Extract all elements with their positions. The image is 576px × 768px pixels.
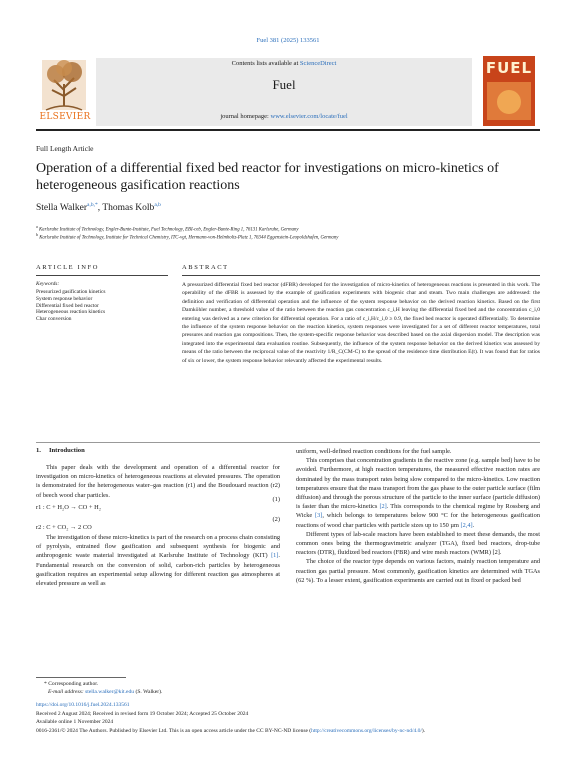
article-type: Full Length Article — [36, 144, 94, 153]
section-heading: 1. Introduction — [36, 447, 85, 454]
keyword: System response behavior — [36, 295, 93, 302]
keyword: Heterogeneous reaction kinetics — [36, 309, 106, 316]
keyword: Char conversion — [36, 316, 72, 323]
reference-link[interactable]: [1] — [271, 552, 279, 560]
keywords-label: Keywords: — [36, 281, 60, 287]
article-info-rule — [36, 275, 168, 276]
article-title: Operation of a differential fixed bed reactor for investigations on micro-kinetics of heterogeneous gasification reactions — [36, 161, 499, 193]
equation-number: (1) — [272, 496, 280, 503]
license-line: 0016-2361/© 2024 The Authors. Published by Elsevier Ltd. This is an open access article under the CC BY-NC-ND license (http://creativecommons.org/licenses/by-nc-nd/4.0/). — [36, 728, 426, 734]
cover-title: FUEL — [485, 59, 533, 77]
keywords-list — [36, 289, 105, 323]
homepage-link[interactable]: www.elsevier.com/locate/fuel — [270, 113, 348, 120]
journal-name: Fuel — [272, 77, 296, 92]
affiliation-b: $^b$ Karlsruhe Institute of Technology, Institute for Technical Chemistry, ITC-vgt, Hermann-von-Helmholtz-Platz 1, 76344 Eggenstein-Leopoldshafen, Germany — [36, 232, 339, 241]
online-date: Available online 1 November 2024 — [36, 719, 114, 725]
author-list: Stella Walker$^{a,b,*}$, Thomas Kolb$^{a,b}$ — [36, 202, 161, 214]
reference-link[interactable]: [2] — [379, 503, 387, 511]
email-link[interactable]: stella.walker@kit.edu — [85, 689, 135, 695]
doi-link: https://doi.org/10.1016/j.fuel.2024.133561 — [36, 702, 130, 708]
sciencedirect-link[interactable]: ScienceDirect — [299, 60, 337, 67]
abstract-text: A pressurized differential fixed bed reactor (dFBR) developed for the investigation of micro-kinetics of heterogeneous reactions is presented in this work. The operability of the dFBR is assessed by the example of gasification experiments with biogenic char and steam. Two main challenges are addressed: the definition and verification of differential operation and the influence of the system response behavior on the derived reaction kinetics. Based on the first Damköhler number, a threshold value of the ratio between the reaction gas concentration c_i,H leaving the differential fixed bed and the concentration c_i,0 entering was derived as a new criterion for differential operation. For a ratio of c_i,H/c_i,0 ≥ 0.9, the fixed bed reactor is operated differentially. To determine the influence of the system response behavior on the reaction kinetics, system responses were investigated for a set of different reactor temperatures, total pressures and reaction gas compositions. Then, the system-specific response behavior was described based on the axial dispersion model. The description was integrated into the experimental data evaluation routine. Subsequently, the influence of the system response behavior on the derived kinetics was assessed by means of the ratio between the reciprocal value of the reactivity 1/R_C(CM-C) to the spread of the residence time distribution E(t). It was found that for ratios of six or lower, the system response behavior relevantly affected the experimental results. — [182, 282, 540, 364]
reference-link[interactable]: [2,4] — [460, 521, 473, 529]
author-name[interactable]: Stella Walker — [36, 203, 88, 214]
intro-paragraph: The investigation of these micro-kinetics is part of the research on a process chain consisting of pyrolysis, entrained flow gasification and subsequent synthesis for biogenic and anthropogenic waste material investigated at Karlsruhe Institute of Technology (KIT) [1]. Fundamental research on the conversion of solid, carbon-rich particles by heterogeneous gasification requires an experimental setup allowing for different reaction gas atmospheres at elevated pressure as well as — [36, 534, 280, 588]
homepage-line: journal homepage: www.elsevier.com/locate/fuel — [220, 113, 348, 120]
license-link[interactable]: http://creativecommons.org/licenses/by-nc-nd/4.0/ — [311, 728, 422, 734]
article-info-heading: ARTICLE INFO — [36, 264, 100, 271]
author-affiliation-marks[interactable]: a,b,* — [87, 202, 98, 208]
equation-r1: r1 : C + H₂O → CO + H₂ (1) — [36, 496, 280, 511]
author-affiliation-marks[interactable]: a,b — [154, 202, 161, 208]
keyword: Pressurized gasification kinetics — [36, 289, 106, 295]
contents-line: Contents lists available at ScienceDirect — [231, 60, 337, 67]
keyword: Differential fixed bed reactor — [36, 302, 99, 309]
received-dates: Received 2 August 2024; Received in revised form 19 October 2024; Accepted 25 October 2024 — [36, 711, 249, 717]
journal-citation[interactable]: Fuel 381 (2025) 133561 — [256, 37, 320, 44]
email-line: E-mail address: stella.walker@kit.edu (S. Walker). — [48, 689, 163, 695]
intro-right-column: uniform, well-defined reaction conditions for the fuel sample. This comprises that concentration gradients in the reactive zone (e.g. sample bed) have to be avoided. Furthermore, at high reaction temperatures, the measured effective reaction rates are dominated by the mass transport rates being slow compared to the micro-kinetics. Low reaction temperatures ensure that the mass transport from the gas phase to the outer particle surface (film diffusion) and through the porous structure of the particle to the inner surface (particle diffusion) is faster than the micro-kinetics [2]. This corresponds to the chemical regime by Rossberg and Wicke [3], which belongs to temperatures below 900 °C for the heterogeneous gasification reactions of wood char particles with particle sizes up to 150 µm [2,4]. Different types of lab-scale reactors have been established to meet these demands, the most common ones being the thermogravimetric analyzer (TGA), fixed bed reactors, drop-tube reactors (DTR), fluidized bed reactors (FBR) and wire mesh reactors (WMR) [2]. The choice of the reactor type depends on various factors, mainly reaction temperature and reaction gas partial pressure. Most commonly, gasification kinetics are determined with TGAs (62 %). To a lesser extent, gasification experiments are carried out in fixed or packed bed — [296, 448, 540, 584]
footnote-rule — [36, 677, 126, 678]
author-name[interactable]: Thomas Kolb — [102, 203, 155, 214]
abstract-rule — [182, 275, 540, 276]
abstract-bottom-rule — [36, 442, 540, 443]
abstract-heading: ABSTRACT — [182, 264, 229, 271]
reference-link[interactable]: [3] — [315, 512, 323, 520]
equation-number: (2) — [272, 516, 280, 523]
equation-r2: r2 : C + CO₂ → 2 CO (2) — [36, 516, 280, 531]
affiliation-a: $^a$ Karlsruhe Institute of Technology, Engler-Bunte-Institute, Fuel Technology, EBI-ceb, Engler-Bunte-Ring 1, 76131 Karlsruhe, Germany — [36, 224, 299, 233]
elsevier-wordmark: ELSEVIER — [39, 112, 91, 122]
header-rule — [36, 129, 540, 131]
intro-paragraph: This paper deals with the development and operation of a differential reactor for investigation on micro-kinetics of heterogeneous reactions at elevated pressures. The operation is demonstrated for the heterogeneous water–gas reaction (r1) and the Boudouard reaction (r2) of beech wood char particles. — [36, 464, 280, 499]
corresponding-author-note: * Corresponding author. — [44, 681, 99, 687]
